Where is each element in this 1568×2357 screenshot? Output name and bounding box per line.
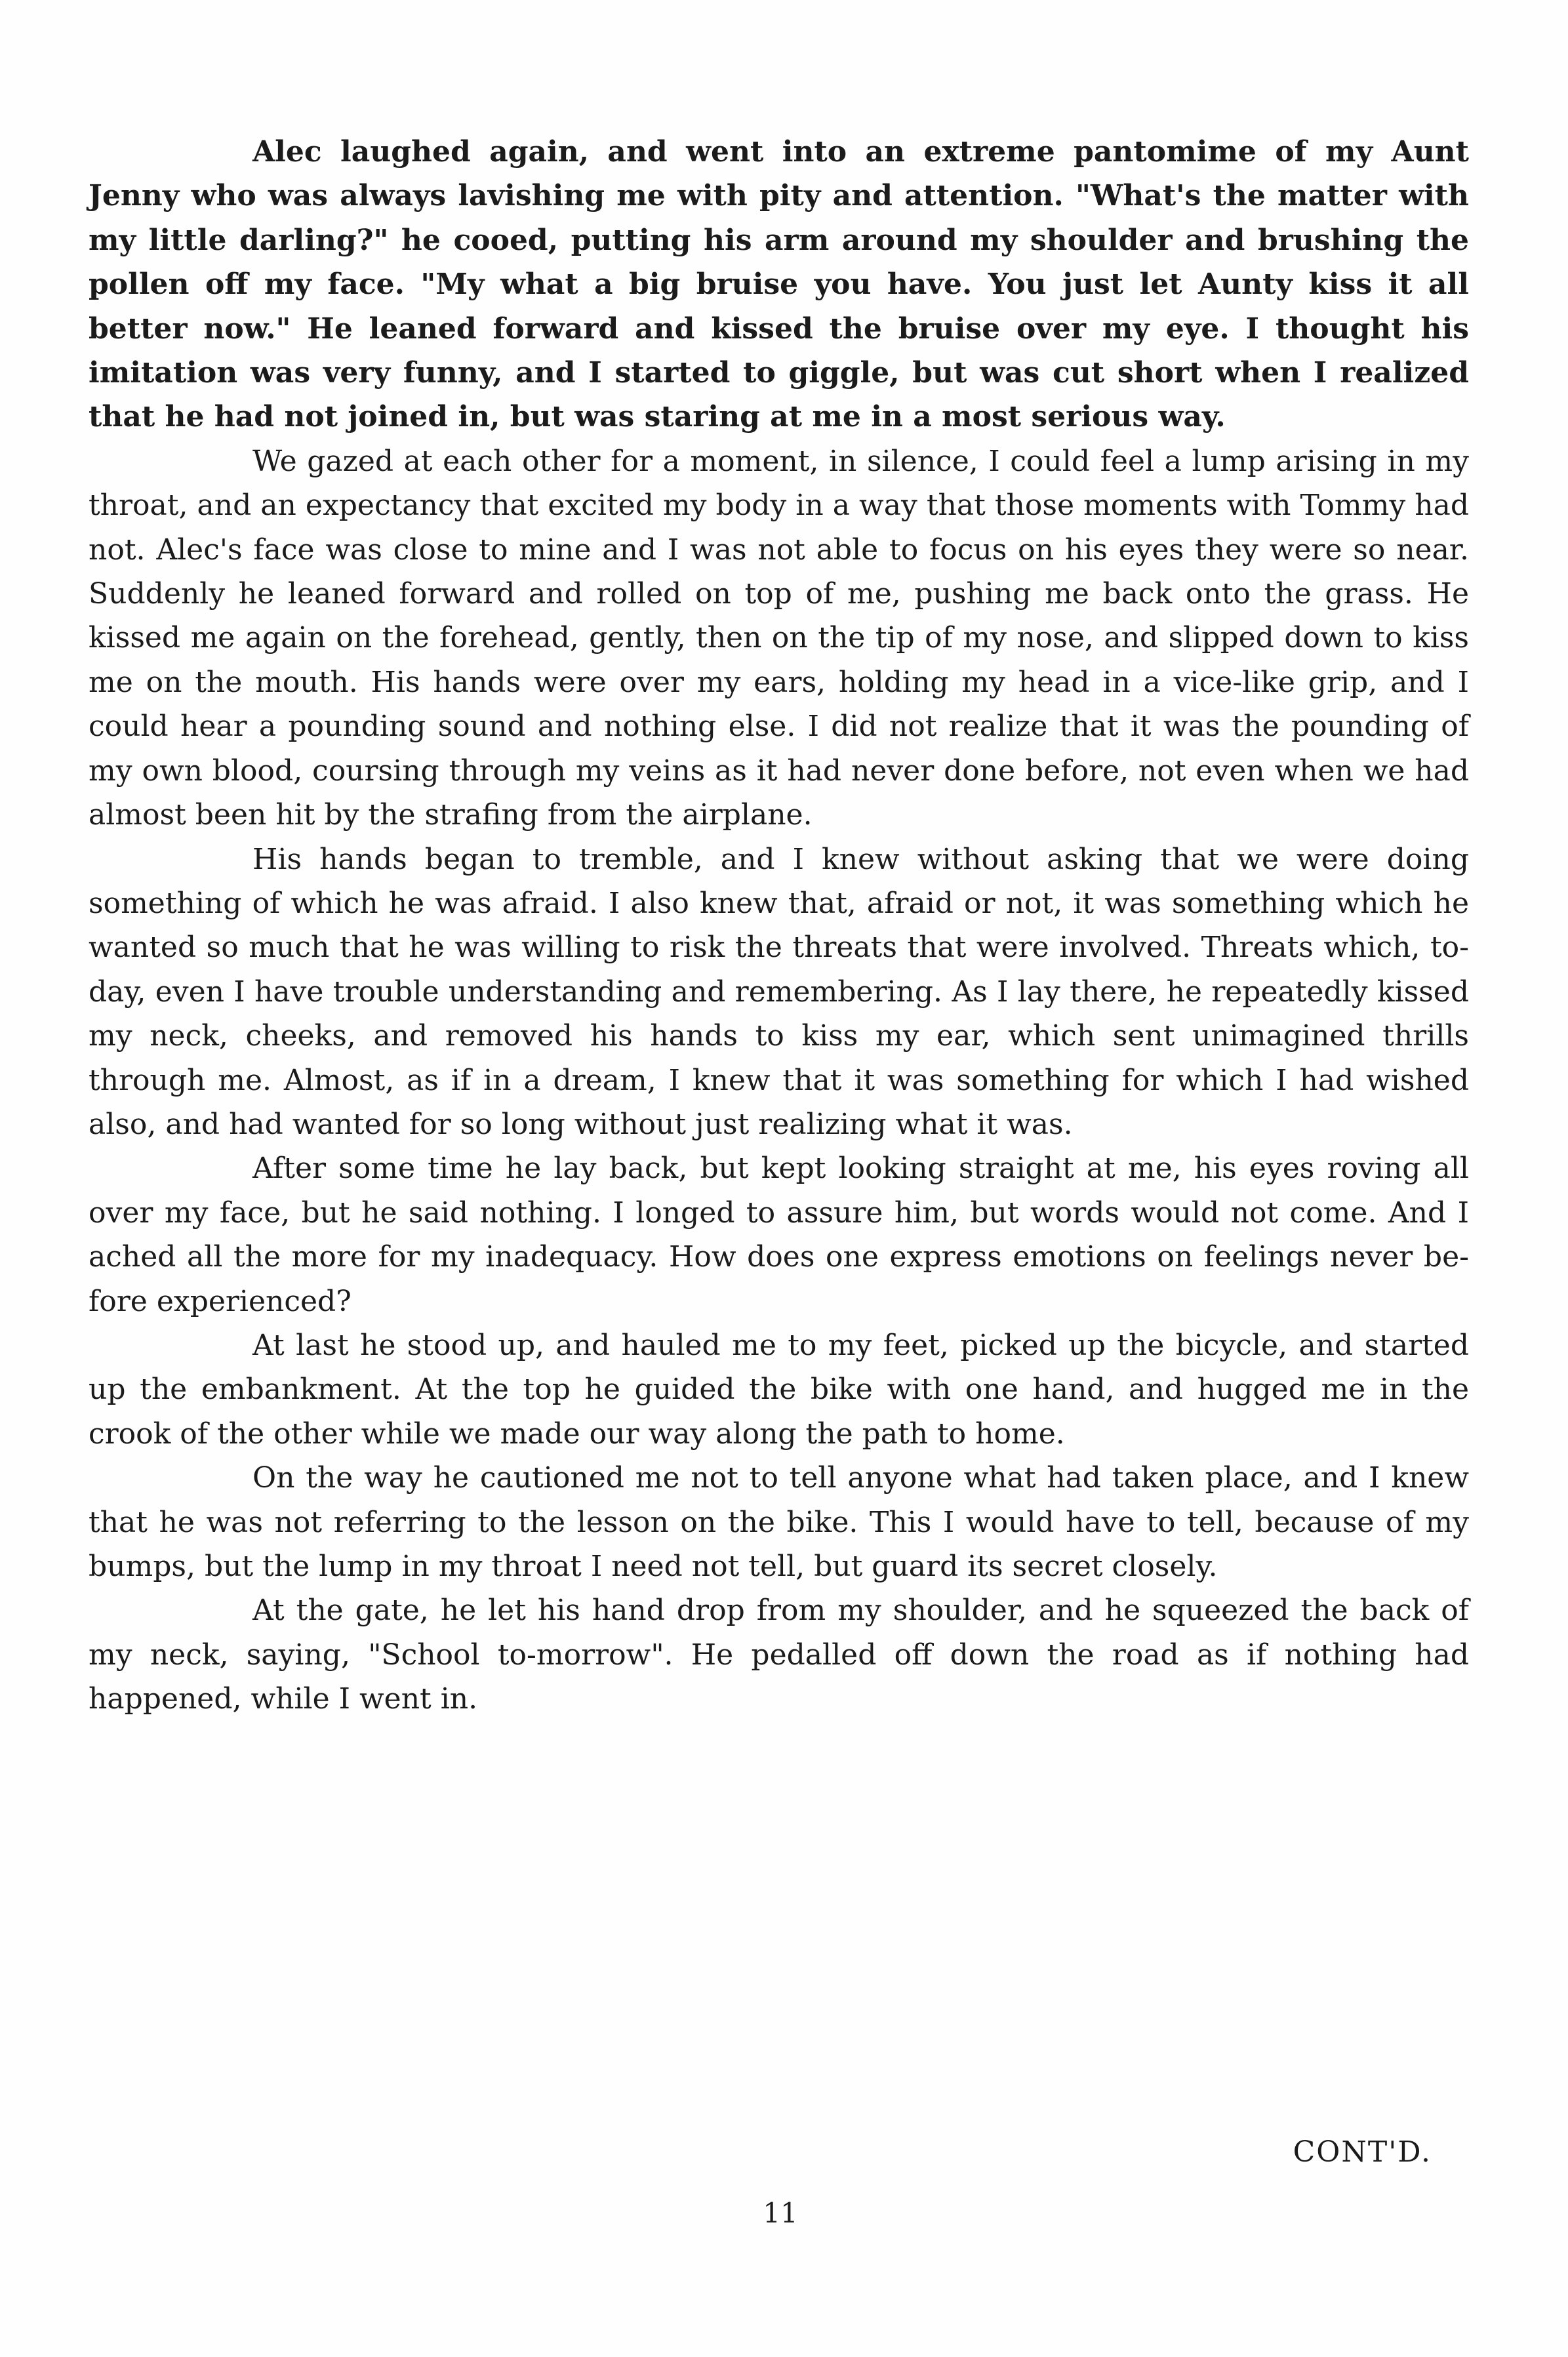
paragraph-4: After some time he lay back, but kept looking straight at me, his eyes roving all over my face, but he said nothing. I longed to assure him, but words would not come. And I ached all the more for my inadequacy. How does one express emotions on feelings never before experienced? xyxy=(89,1152,1469,1318)
paragraph-2: We gazed at each other for a moment, in silence, I could feel a lump arising in my throat, and an expectancy that excited my body in a way that those moments with Tommy had not. Alec's face was close to mine and I was not able to focus on his eyes they were so near. Suddenly he leaned forward and rolled on top of me, pushing me back onto the grass. He kissed me again on the forehead, gently, then on the tip of my nose, and slipped down to kiss me on the mouth. His hands were over my ears, holding my head in a vice-like grip, and I could hear a pounding sound and nothing else. I did not realize that it was the pounding of my own blood, coursing through my veins as it had never done before, not even when we had almost been hit by the strafing from the airplane. xyxy=(89,444,1469,832)
paragraph-7: At the gate, he let his hand drop from my shoulder, and he squeezed the back of my neck, saying, "School to-morrow". He pedalled off down the road as if nothing had happened, while I went in. xyxy=(89,1594,1469,1716)
paragraph-6: On the way he cautioned me not to tell anyone what had taken place, and I knew that he was not referring to the lesson on the bike. This I would have to tell, because of my bumps, but the lump in my throat I need not tell, but guard its secret closely. xyxy=(89,1461,1469,1583)
continued-label: CONT'D. xyxy=(1293,2135,1432,2169)
paragraph-1: Alec laughed again, and went into an extreme pantomime of my Aunt Jenny who was always lavishing me with pity and attention. "What's the matter with my little darling?" he cooed, putting his arm around my shoulder and brushing the pollen off my face. "My what a big bruise you have. You just let Aunty kiss it all better now." He leaned forward and kissed the bruise over my eye. I thought his imitation was very funny, and I started to giggle, but was cut short when I realized that he had not joined in, but was staring at me in a most serious way. xyxy=(89,135,1469,434)
page-number: 11 xyxy=(763,2197,798,2229)
body-text xyxy=(89,130,1469,1722)
paragraph-5: At last he stood up, and hauled me to my feet, picked up the bicycle, and started up the embankment. At the top he guided the bike with one hand, and hugged me in the crook of the other while we made our way along the path to home. xyxy=(89,1328,1469,1451)
paragraph-3: His hands began to tremble, and I knew without asking that we were doing something of which he was afraid. I also knew that, afraid or not, it was something which he wanted so much that he was willing to risk the threats that were involved. Threats which, to-day, even I have trouble understanding and remembering. As I lay there, he repeatedly kissed my neck, cheeks, and removed his hands to kiss my ear, which sent unimagined thrills through me. Almost, as if in a dream, I knew that it was something for which I had wished also, and had wanted for so long without just realizing what it was. xyxy=(89,842,1469,1141)
